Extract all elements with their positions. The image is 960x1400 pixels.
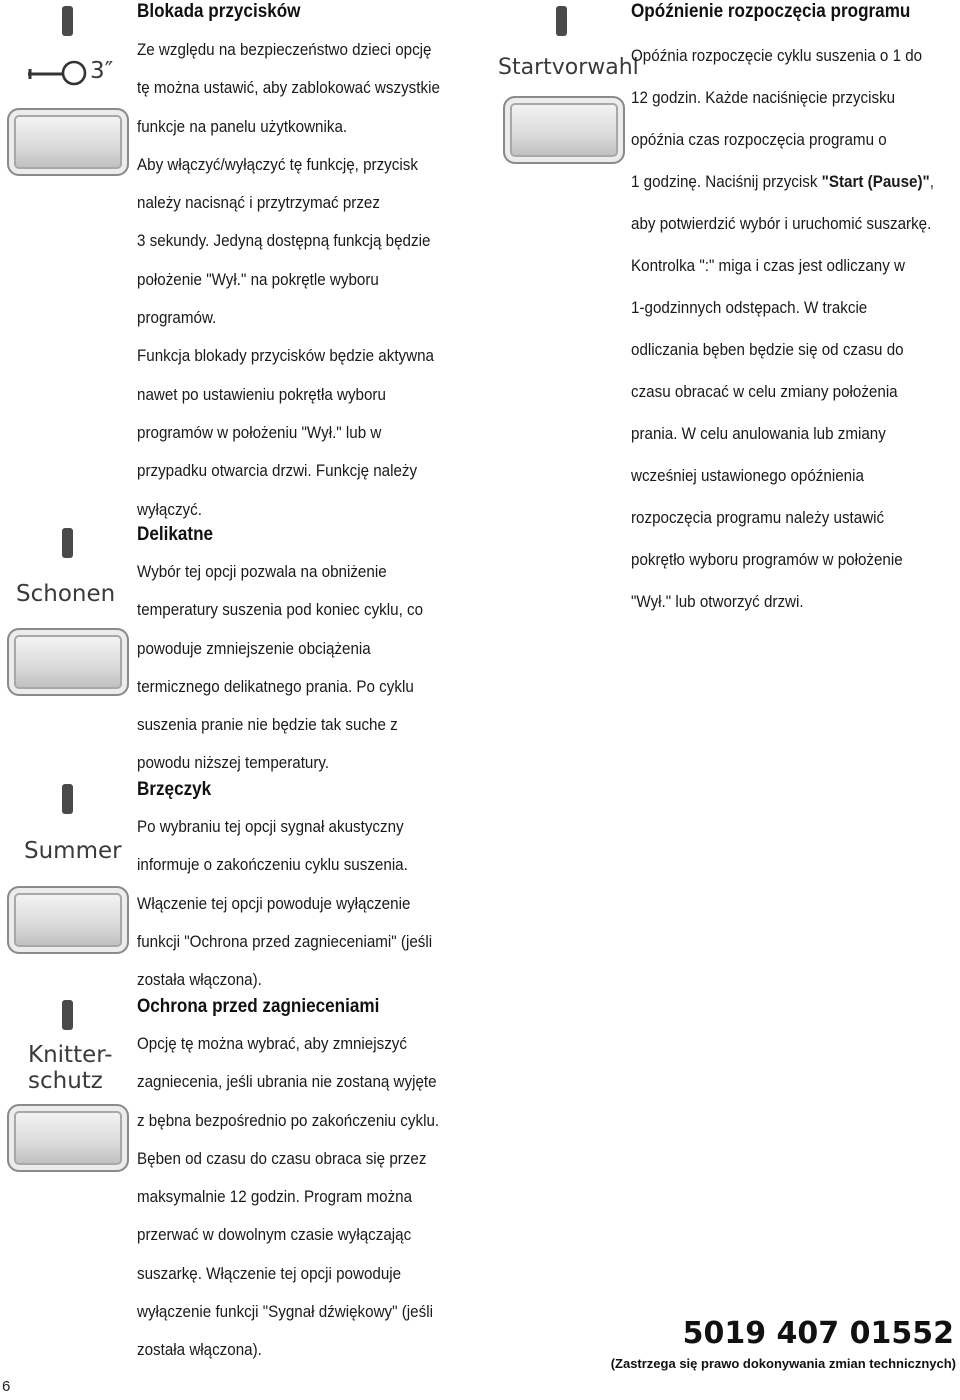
opoznienie-line: odliczania bęben będzie się od czasu do [631,341,904,359]
opoznienie-line: rozpoczęcia programu należy ustawić [631,509,885,527]
opoznienie-line: opóźnia czas rozpoczęcia programu o [631,131,887,149]
opoznienie-line: wcześniej ustawionego opóźnienia [631,467,864,485]
section-title-opoznienie: Opóźnienie rozpoczęcia programu [631,1,911,22]
brzeczyk-line: Po wybraniu tej opcji sygnał akustyczny [137,818,404,836]
page-number: 6 [2,1378,11,1395]
document-code: 5019 407 01552 [682,1316,954,1351]
delikatne-line: Wybór tej opcji pozwala na obniżenie [137,563,387,581]
section-ochrona [137,995,465,1370]
schonen-indicator-led [62,528,73,558]
summer-label: Summer [24,838,122,864]
startvorwahl-indicator-led [556,6,567,36]
opoznienie-text [631,35,934,623]
opoznienie-line: prania. W celu anulowania lub zmiany [631,425,886,443]
section-delikatne [137,523,448,783]
opoznienie-line-mixed [631,161,934,203]
delikatne-line: temperatury suszenia pod koniec cyklu, co [137,601,424,620]
blokada-line: Aby włączyć/wyłączyć tę funkcję, przycisk [137,155,418,174]
ochrona-line: Opcję tę można wybrać, aby zmniejszyć [137,1035,407,1053]
blokada-line: 3 sekundy. Jedyną dostępną funkcją będzie [137,232,431,251]
opoznienie-line: czasu obracać w celu zmiany położenia [631,383,898,401]
technical-changes-note: (Zastrzega się prawo dokonywania zmian technicznych) [610,1356,956,1371]
ochrona-text [137,1025,439,1370]
knitterschutz-label-line2: schutz [28,1068,103,1094]
blokada-text [137,31,440,529]
lock-button[interactable] [7,108,129,176]
schonen-label: Schonen [16,581,116,607]
delikatne-line: suszenia pranie nie będzie tak suche z [137,716,398,735]
section-title-brzeczyk: Brzęczyk [137,779,212,800]
summer-button[interactable] [7,886,129,954]
summer-indicator-led [62,784,73,814]
blokada-line: funkcje na panelu użytkownika. [137,117,348,136]
blokada-line: położenie "Wył." na pokrętle wyboru [137,270,379,289]
ochrona-line: wyłączenie funkcji "Sygnał dźwiękowy" (jeśli [137,1303,433,1322]
ochrona-line: maksymalnie 12 godzin. Program można [137,1188,413,1207]
knitterschutz-label-line1: Knitter- [28,1042,113,1068]
section-title-delikatne: Delikatne [137,524,214,545]
blokada-line: wyłączyć. [137,500,202,519]
delikatne-line: termicznego delikatnego prania. Po cyklu [137,677,414,696]
knitterschutz-button[interactable] [7,1104,129,1172]
opoznienie-line: aby potwierdzić wybór i uruchomić suszarkę. [631,215,932,233]
brzeczyk-line: funkcji "Ochrona przed zagnieceniami" (jeśli [137,932,433,951]
blokada-line: programów. [137,309,217,328]
brzeczyk-text [137,808,432,999]
brzeczyk-line: informuje o zakończeniu cyklu suszenia. [137,856,408,875]
blokada-line: przypadku otwarcia drzwi. Funkcję należy [137,462,418,481]
opoznienie-line: 1-godzinnych odstępach. W trakcie [631,299,868,317]
opoznienie-line: Opóźnia rozpoczęcie cyklu suszenia o 1 do [631,47,923,65]
startvorwahl-label: Startvorwahl [498,55,639,80]
opoznienie-line: pokrętło wyboru programów w położenie [631,551,903,569]
opoznienie-line: "Wył." lub otworzyć drzwi. [631,593,804,611]
blokada-line: należy nacisnąć i przytrzymać przez [137,194,380,213]
section-blokada [137,0,466,529]
opoznienie-text-run: , [929,173,934,191]
brzeczyk-line: Włączenie tej opcji powoduje wyłączenie [137,894,411,913]
ochrona-line: zagniecenia, jeśli ubrania nie zostaną wyjęte [137,1073,437,1092]
schonen-button[interactable] [7,628,129,696]
blokada-line: Funkcja blokady przycisków będzie aktywna [137,347,435,366]
brzeczyk-line: została włączona). [137,971,262,990]
ochrona-line: Bęben od czasu do czasu obraca się przez [137,1149,427,1168]
delikatne-text [137,553,423,783]
ochrona-line: z bębna bezpośrednio po zakończeniu cyklu. [137,1111,440,1130]
key-lock-icon [26,60,88,86]
blokada-line: programów w położeniu "Wył." lub w [137,423,382,442]
delikatne-line: powoduje zmniejszenie obciążenia [137,639,371,658]
blokada-line: Ze względu na bezpieczeństwo dzieci opcję [137,41,432,59]
ochrona-line: suszarkę. Włączenie tej opcji powoduje [137,1264,402,1283]
section-title-blokada: Blokada przycisków [137,1,301,22]
knitterschutz-indicator-led [62,1000,73,1030]
startvorwahl-button[interactable] [503,96,625,164]
blokada-line: tę można ustawić, aby zablokować wszystkie [137,79,440,98]
opoznienie-line: 12 godzin. Każde naciśnięcie przycisku [631,89,896,107]
lock-duration-label: 3″ [90,58,114,84]
ochrona-line: przerwać w dowolnym czasie wyłączając [137,1226,412,1245]
section-opoznienie [631,0,960,623]
opoznienie-text-run: 1 godzinę. Naciśnij przycisk [631,173,822,191]
start-pause-button-reference: "Start (Pause)" [821,173,930,191]
lock-indicator-led [62,6,73,36]
delikatne-line: powodu niższej temperatury. [137,754,330,773]
section-title-ochrona: Ochrona przed zagnieceniami [137,996,380,1017]
opoznienie-line: Kontrolka ":" miga i czas jest odliczany w [631,257,906,275]
section-brzeczyk [137,778,458,999]
blokada-line: nawet po ustawieniu pokrętła wyboru [137,385,386,404]
ochrona-line: została włączona). [137,1341,262,1360]
